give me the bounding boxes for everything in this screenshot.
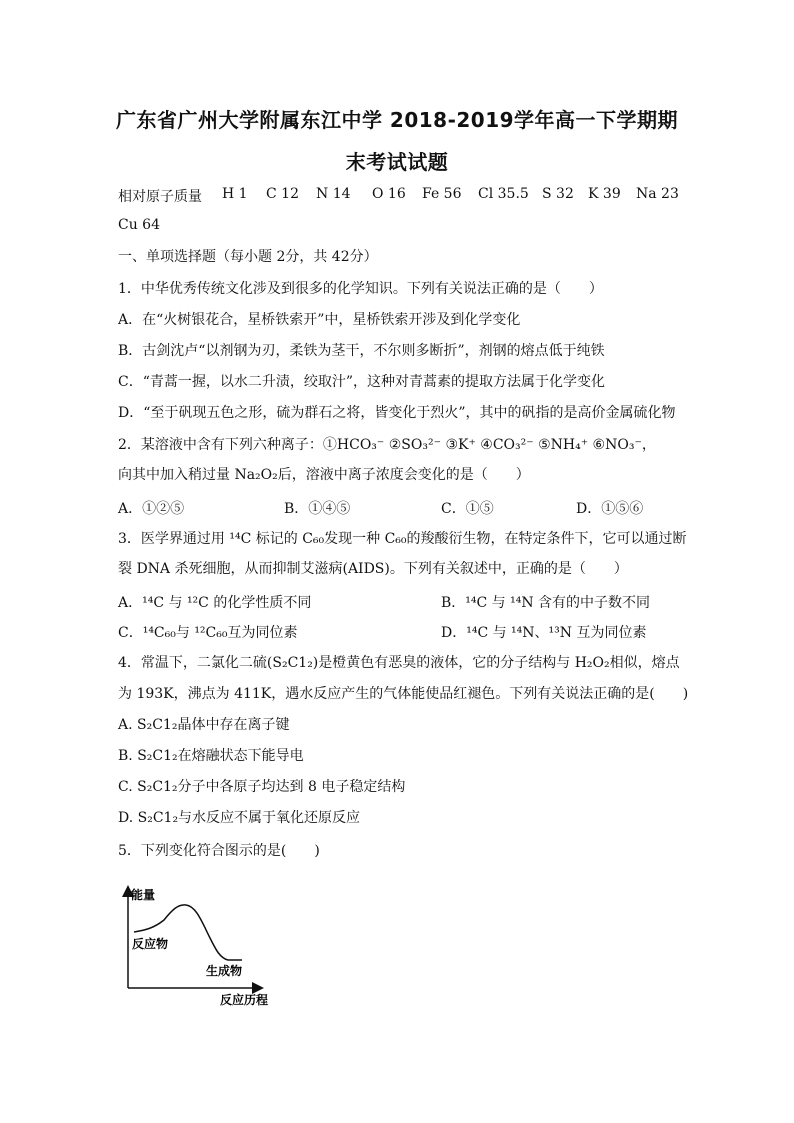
atomic-mass-s: S 32 bbox=[542, 186, 574, 202]
reactant-label: 反应物 bbox=[132, 937, 169, 951]
question-2-option-c: C．①⑤ bbox=[441, 501, 494, 517]
question-4-stem-line2: 为 193K，沸点为 411K，遇水反应产生的气体能使品红褪色。下列有关说法正确的是( ) bbox=[118, 686, 689, 702]
atomic-mass-o: O 16 bbox=[372, 186, 406, 202]
atomic-mass-label: 相对原子质量 bbox=[118, 189, 202, 205]
atomic-mass-cu: Cu 64 bbox=[118, 217, 160, 233]
atomic-mass-na: Na 23 bbox=[636, 186, 679, 202]
question-4-option-b: B. S₂C1₂在熔融状态下能导电 bbox=[118, 748, 304, 764]
question-3-stem-line2: 裂 DNA 杀死细胞，从而抑制艾滋病(AIDS)。下列有关叙述中，正确的是（ ） bbox=[118, 561, 628, 577]
energy-diagram bbox=[116, 880, 296, 1010]
question-4-option-d: D. S₂C1₂与水反应不属于氧化还原反应 bbox=[118, 810, 361, 826]
question-4-option-a: A. S₂C1₂晶体中存在离子键 bbox=[118, 717, 290, 733]
question-3-option-b: B．¹⁴C 与 ¹⁴N 含有的中子数不同 bbox=[441, 595, 651, 611]
question-5-stem: 5．下列变化符合图示的是( ) bbox=[118, 843, 320, 859]
energy-curve bbox=[134, 905, 242, 960]
page-title-line2: 末考试试题 bbox=[345, 150, 449, 174]
question-2-option-a: A．①②⑤ bbox=[118, 501, 185, 517]
question-1-stem: 1．中华优秀传统文化涉及到很多的化学知识。下列有关说法正确的是（ ） bbox=[118, 281, 603, 297]
section-heading: 一、单项选择题（每小题 2分，共 42分） bbox=[118, 249, 378, 265]
atomic-mass-cl: Cl 35.5 bbox=[478, 186, 529, 202]
atomic-mass-h: H 1 bbox=[222, 186, 248, 202]
question-4-stem-line1: 4．常温下，二氯化二硫(S₂C1₂)是橙黄色有恶臭的液体，它的分子结构与 H₂O₂相似，熔点 bbox=[118, 655, 680, 671]
question-1-option-d: D．“至于矾现五色之形，硫为群石之将，皆变化于烈火”，其中的矾指的是高价金属硫化物 bbox=[118, 405, 676, 421]
question-2-option-d: D．①⑤⑥ bbox=[576, 501, 644, 517]
question-1-option-b: B．古剑沈卢“以剂钢为刃，柔铁为茎干，不尔则多断折”，剂钢的熔点低于纯铁 bbox=[118, 343, 605, 359]
question-3-stem-line1: 3．医学界通过用 ¹⁴C 标记的 C₆₀发现一种 C₆₀的羧酸衍生物，在特定条件下，它可以通过断 bbox=[118, 531, 687, 547]
question-3-option-c: C．¹⁴C₆₀与 ¹²C₆₀互为同位素 bbox=[118, 625, 298, 641]
atomic-mass-k: K 39 bbox=[588, 186, 621, 202]
y-axis-label: 能量 bbox=[131, 888, 156, 902]
question-1-option-a: A．在“火树银花合，星桥铁索开”中，星桥铁索开涉及到化学变化 bbox=[118, 312, 521, 328]
question-3-option-a: A．¹⁴C 与 ¹²C 的化学性质不同 bbox=[118, 595, 312, 611]
question-1-option-c: C．“青蒿一握，以水二升渍，绞取汁”，这种对青蒿素的提取方法属于化学变化 bbox=[118, 374, 606, 390]
question-3-option-d: D．¹⁴C 与 ¹⁴N、¹³N 互为同位素 bbox=[441, 625, 647, 641]
product-label: 生成物 bbox=[206, 964, 243, 978]
question-2-option-b: B．①④⑤ bbox=[284, 501, 351, 517]
atomic-mass-n: N 14 bbox=[316, 186, 351, 202]
question-2-stem-line2: 向其中加入稍过量 Na₂O₂后，溶液中离子浓度会变化的是（ ） bbox=[118, 467, 530, 483]
page-title-line1: 广东省广州大学附属东江中学 2018-2019学年高一下学期期 bbox=[115, 108, 679, 132]
x-axis-label: 反应历程 bbox=[220, 993, 269, 1007]
question-2-stem-line1: 2．某溶液中含有下列六种离子：①HCO₃⁻ ②SO₃²⁻ ③K⁺ ④CO₃²⁻ ⑤NH₄⁺ ⑥NO₃⁻， bbox=[118, 437, 656, 453]
atomic-mass-c: C 12 bbox=[266, 186, 299, 202]
atomic-mass-fe: Fe 56 bbox=[422, 186, 462, 202]
question-4-option-c: C. S₂C1₂分子中各原子均达到 8 电子稳定结构 bbox=[118, 779, 406, 795]
